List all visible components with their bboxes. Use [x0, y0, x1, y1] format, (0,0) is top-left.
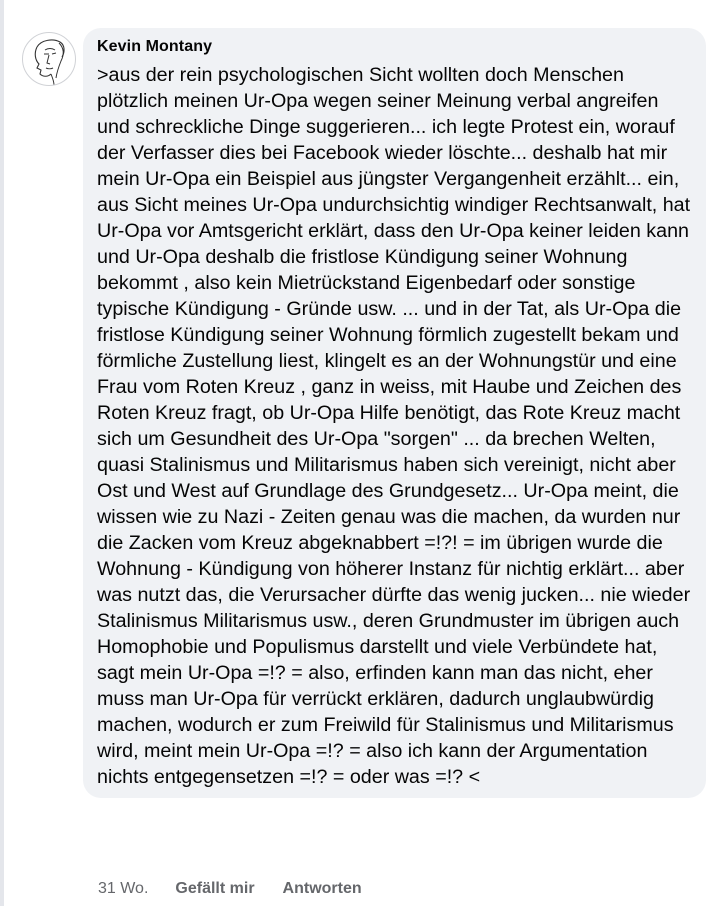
- sketch-face-avatar-icon: [23, 33, 75, 85]
- reply-button[interactable]: Antworten: [282, 880, 362, 897]
- thread-line: [0, 0, 4, 906]
- previous-comment-remnant: [100, 0, 260, 4]
- like-button[interactable]: Gefällt mir: [175, 880, 255, 897]
- comment-text: >aus der rein psychologischen Sicht wollten doch Menschen plötzlich meinen Ur-Opa wegen seiner Meinung verbal angreifen und schreckliche Dinge suggerieren... ich legte Protest ein, worauf der Verfasser dies bei Facebook wieder löschte... deshalb hat mir mein Ur-Opa ein Beispiel aus jüngster Vergangenheit erzählt... ein, aus Sicht meines Ur-Opa undurchsichtig windiger Rechtsanwalt, hat Ur-Opa vor Amtsgericht erklärt, dass den Ur-Opa keiner leiden kann und Ur-Opa deshalb die fristlose Kündigung seiner Wohnung bekommt , also kein Mietrückstand Eigenbedarf oder sonstige typische Kündigung - Gründe usw. ... und in der Tat, als Ur-Opa die fristlose Kündigung seiner Wohnung förmlich zugestellt bekam und förmliche Zustellung liest, klingelt es an der Wohnungstür und eine Frau vom Roten Kreuz , ganz in weiss, mit Haube und Zeichen des Roten Kreuz fragt, ob Ur-Opa Hilfe benötigt, das Rote Kreuz macht sich um Gesundheit des Ur-Opa "sorgen" ... da brechen Welten, quasi Stalinismus und Militarismus haben sich vereinigt, nicht aber Ost und West auf Grundlage des Grundgesetz... Ur-Opa meint, die wissen wie zu Nazi - Zeiten genau was die machen, da wurden nur die Zacken vom Kreuz abgeknabbert =!?! = im übrigen wurde die Wohnung - Kündigung von höherer Instanz für nichtig erklärt... aber was nutzt das, die Verursacher dürfte das wenig jucken... nie wieder Stalinismus Militarismus usw., deren Grundmuster im übrigen auch Homophobie und Populismus darstellt und viele Verbündete hat, sagt mein Ur-Opa =!? = also, erfinden kann man das nicht, eher muss man Ur-Opa für verrückt erklären, dadurch unglaubwürdig machen, wodurch er zum Freiwild für Stalinismus und Militarismus wird, meint mein Ur-Opa =!? = also ich kann der Argumentation nichts entgegensetzen =!? = oder was =!? <: [97, 64, 691, 788]
- avatar[interactable]: [22, 32, 76, 86]
- comment-actions: [98, 878, 390, 900]
- cropped-glyph-icon: [100, 0, 260, 4]
- comment-bubble: [83, 28, 706, 798]
- comment-author[interactable]: Kevin Montany: [97, 38, 213, 55]
- comment-timestamp[interactable]: 31 Wo.: [98, 880, 149, 897]
